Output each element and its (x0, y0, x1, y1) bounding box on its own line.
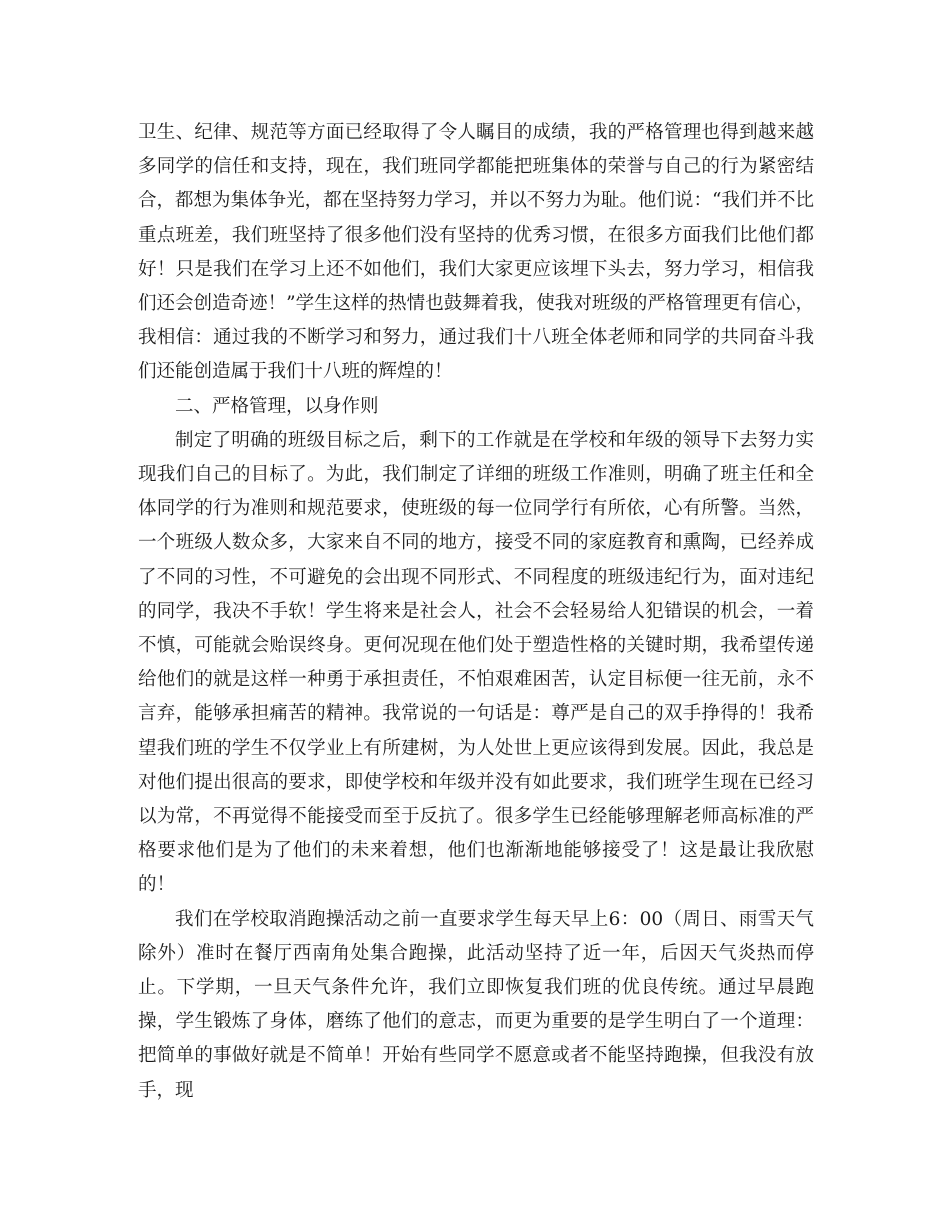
section-heading: 二、严格管理，以身作则 (175, 395, 379, 417)
paragraph-strict-management: 制定了明确的班级目标之后，剩下的工作就是在学校和年级的领导下去努力实现我们自己的目标了。为此，我们制定了详细的班级工作准则，明确了班主任和全体同学的行为准则和规范要求，使班级的每一位同学行有所依，心有所警。当然，一个班级人数众多，大家来自不同的地方，接受不同的家庭教育和熏陶，已经养成了不同的习性，不可避免的会出现不同形式、不同程度的班级违纪行为，面对违纪的同学，我决不手软！学生将来是社会人，社会不会轻易给人犯错误的机会，一着不慎，可能就会贻误终身。更何况现在他们处于塑造性格的关键时期，我希望传递给他们的就是这样一种勇于承担责任，不怕艰难困苦，认定目标便一往无前，永不言弃，能够承担痛苦的精神。我常说的一句话是：尊严是自己的双手挣得的！我希望我们班的学生不仅学业上有所建树，为人处世上更应该得到发展。因此，我总是对他们提出很高的要求，即使学校和年级并没有如此要求，我们班学生现在已经习以为常，不再觉得不能接受而至于反抗了。很多学生已经能够理解老师高标准的严格要求他们是为了他们的未来着想，他们也渐渐地能够接受了！这是最让我欣慰的！ (138, 429, 814, 896)
paragraph-morning-run: 我们在学校取消跑操活动之前一直要求学生每天早上6：00（周日、雨雪天气除外）准时在餐厅西南角处集合跑操，此活动坚持了近一年，后因天气炎热而停止。下学期，一旦天气条件允许，我们立即恢复我们班的优良传统。通过早晨跑操，学生锻炼了身体，磨练了他们的意志，而更为重要的是学生明白了一个道理：把简单的事做好就是不简单！开始有些同学不愿意或者不能坚持跑操，但我没有放手，现 (138, 908, 814, 1101)
document-body (138, 116, 814, 1108)
paragraph-continuation: 卫生、纪律、规范等方面已经取得了令人瞩目的成绩，我的严格管理也得到越来越多同学的信任和支持，现在，我们班同学都能把班集体的荣誉与自己的行为紧密结合，都想为集体争光，都在坚持努力学习，并以不努力为耻。他们说：“我们并不比重点班差，我们班坚持了很多他们没有坚持的优秀习惯，在很多方面我们比他们都好！只是我们在学习上还不如他们，我们大家更应该埋下头去，努力学习，相信我们还会创造奇迹！”学生这样的热情也鼓舞着我，使我对班级的严格管理更有信心，我相信：通过我的不断学习和努力，通过我们十八班全体老师和同学的共同奋斗我们还能创造属于我们十八班的辉煌的！ (138, 122, 814, 383)
